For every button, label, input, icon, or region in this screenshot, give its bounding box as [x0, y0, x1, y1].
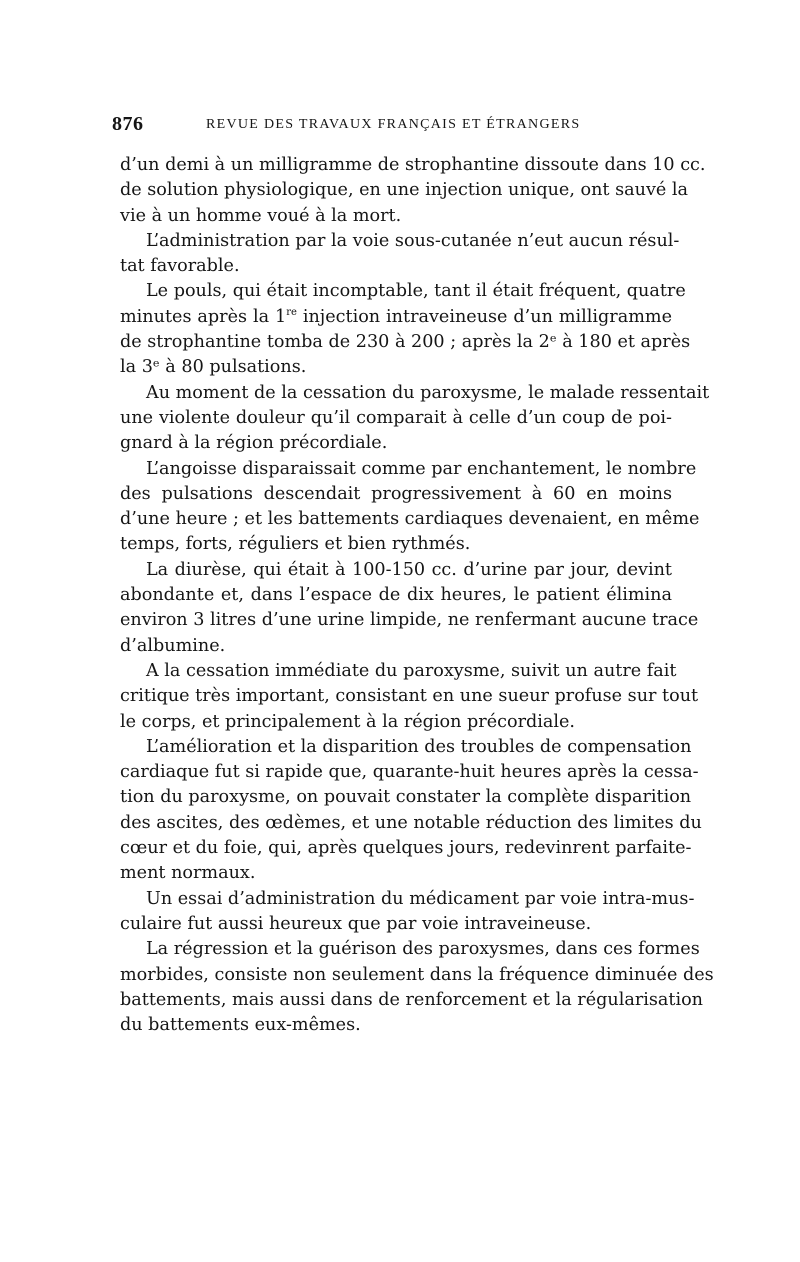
text-line: Au moment de la cessation du paroxysme, le malade ressentait: [146, 382, 710, 403]
text-line: morbides, consiste non seulement dans la fréquence diminuée des: [120, 964, 714, 985]
text-line: le corps, et principalement à la région précordiale.: [120, 711, 575, 732]
text-line: tion du paroxysme, on pouvait constater la complète disparition: [120, 787, 692, 808]
text-line: culaire fut aussi heureux que par voie intraveineuse.: [120, 913, 592, 934]
text-line: de strophantine tomba de 230 à 200 ; après la 2ᵉ à 180 et après: [120, 332, 691, 353]
text-line: du battements eux-mêmes.: [120, 1015, 361, 1036]
text-line: temps, forts, réguliers et bien rythmés.: [120, 534, 471, 555]
text-line: Le pouls, qui était incomptable, tant il était fréquent, quatre: [146, 281, 686, 302]
text-line: battements, mais aussi dans de renforcement et la régularisation: [120, 989, 704, 1010]
text-line: L’amélioration et la disparition des troubles de compensation: [146, 736, 692, 757]
text-line: d’une heure ; et les battements cardiaques devenaient, en même: [120, 509, 700, 530]
page-header: [112, 113, 660, 143]
text-line: la 3ᵉ à 80 pulsations.: [120, 357, 307, 378]
text-line: [120, 305, 672, 330]
text-line: La régression et la guérison des paroxysmes, dans ces formes: [146, 939, 700, 960]
text-line: d’albumine.: [120, 635, 226, 656]
page-number: 876: [112, 113, 144, 135]
text-line: Un essai d’administration du médicament par voie intra-mus-: [146, 888, 695, 909]
text-line: ment normaux.: [120, 863, 256, 884]
text-line: L’angoisse disparaissait comme par enchantement, le nombre: [146, 458, 697, 479]
text-line: critique très important, consistant en une sueur profuse sur tout: [120, 686, 699, 707]
text-line: cardiaque fut si rapide que, quarante-huit heures après la cessa-: [120, 762, 699, 783]
text-segment: minutes après la 1: [120, 306, 287, 327]
text-segment: injection intraveineuse d’un milligramme: [296, 306, 672, 327]
body-text: [120, 153, 714, 1038]
text-line: La diurèse, qui était à 100-150 cc. d’urine par jour, devint: [146, 559, 672, 580]
text-line: tat favorable.: [120, 256, 240, 277]
text-line: une violente douleur qu’il comparait à celle d’un coup de poi-: [120, 407, 672, 428]
running-title: REVUE DES TRAVAUX FRANÇAIS ET ÉTRANGERS: [206, 117, 581, 132]
text-line: L’administration par la voie sous-cutanée n’eut aucun résul-: [146, 230, 680, 251]
text-line: de solution physiologique, en une injection unique, ont sauvé la: [120, 180, 689, 201]
text-line: gnard à la région précordiale.: [120, 433, 388, 454]
text-line: cœur et du foie, qui, après quelques jours, redevinrent parfaite-: [120, 838, 692, 859]
text-line: A la cessation immédiate du paroxysme, suivit un autre fait: [146, 660, 677, 681]
text-line: abondante et, dans l’espace de dix heures, le patient élimina: [120, 585, 672, 606]
superscript: re: [286, 306, 297, 318]
text-line: des pulsations descendait progressivement à 60 en moins: [120, 483, 672, 504]
text-line: environ 3 litres d’une urine limpide, ne renfermant aucune trace: [120, 610, 699, 631]
text-line: vie à un homme voué à la mort.: [120, 205, 402, 226]
text-line: d’un demi à un milligramme de strophantine dissoute dans 10 cc.: [120, 155, 706, 175]
text-line: des ascites, des œdèmes, et une notable réduction des limites du: [120, 812, 702, 833]
